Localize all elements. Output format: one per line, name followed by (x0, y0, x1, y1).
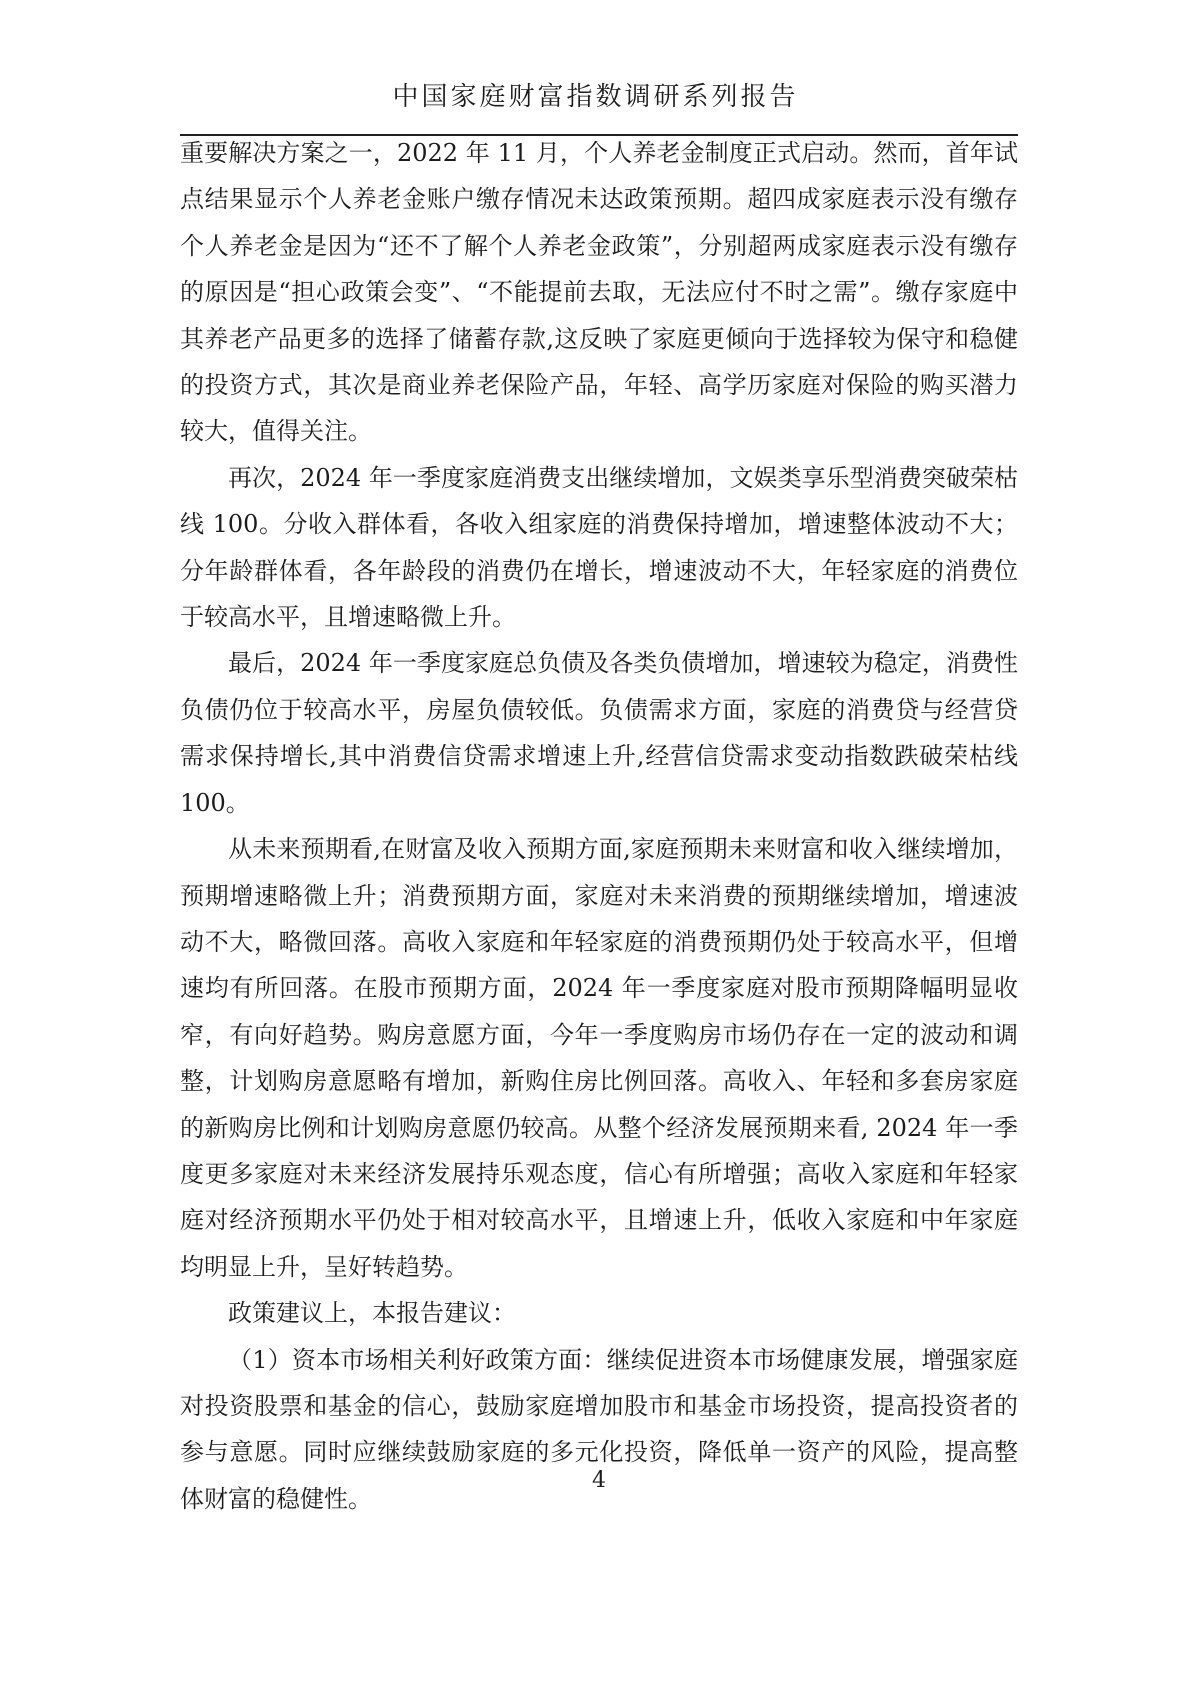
paragraph-consumption: 再次，2024 年一季度家庭消费支出继续增加，文娱类享乐型消费突破荣枯线 100。分收入群体看，各收入组家庭的消费保持增加，增速整体波动不大；分年龄群体看，各年龄段的消费仍在增长，增速波动不大，年轻家庭的消费位于较高水平，且增速略微上升。 (180, 463, 1018, 632)
document-body (180, 130, 1018, 1522)
paragraph-policy-suggestions-intro: 政策建议上，本报告建议： (228, 1299, 516, 1328)
paragraph-policy-suggestion-1: （1）资本市场相关利好政策方面：继续促进资本市场健康发展，增强家庭对投资股票和基金的信心，鼓励家庭增加股市和基金市场投资，提高投资者的参与意愿。同时应继续鼓励家庭的多元化投资，降低单一资产的风险，提高整体财富的稳健性。 (180, 1345, 1018, 1513)
paragraph-future-expectations: 从未来预期看,在财富及收入预期方面,家庭预期未来财富和收入继续增加，预期增速略微上升；消费预期方面，家庭对未来消费的预期继续增加，增速波动不大，略微回落。高收入家庭和年轻家庭的消费预期仍处于较高水平，但增速均有所回落。在股市预期方面，2024 年一季度家庭对股市预期降幅明显收窄，有向好趋势。购房意愿方面，今年一季度购房市场仍存在一定的波动和调整，计划购房意愿略有增加，新购住房比例回落。高收入、年轻和多套房家庭的新购房比例和计划购房意愿仍较高。从整个经济发展预期来看, 2024 年一季度更多家庭对未来经济发展持乐观态度，信心有所增强；高收入家庭和年轻家庭对经济预期水平仍处于相对较高水平，且增速上升，低收入家庭和中年家庭均明显上升，呈好转趋势。 (180, 835, 1018, 1281)
page-header-title: 中国家庭财富指数调研系列报告 (392, 82, 799, 112)
paragraph-pension-continued: 重要解决方案之一，2022 年 11 月，个人养老金制度正式启动。然而，首年试点结果显示个人养老金账户缴存情况未达政策预期。超四成家庭表示没有缴存个人养老金是因为“还不了解个人养老金政策”，分别超两成家庭表示没有缴存的原因是“担心政策会变”、“不能提前去取，无法应付不时之需”。缴存家庭中其养老产品更多的选择了储蓄存款,这反映了家庭更倾向于选择较为保守和稳健的投资方式，其次是商业养老保险产品，年轻、高学历家庭对保险的购买潜力较大，值得关注。 (180, 139, 1018, 446)
paragraph-debt: 最后，2024 年一季度家庭总负债及各类负债增加，增速较为稳定，消费性负债仍位于较高水平，房屋负债较低。负债需求方面，家庭的消费贷与经营贷需求保持增长,其中消费信贷需求增速上升,经营信贷需求变动指数跌破荣枯线 100。 (180, 649, 1018, 817)
page-number: 4 (592, 1468, 606, 1493)
